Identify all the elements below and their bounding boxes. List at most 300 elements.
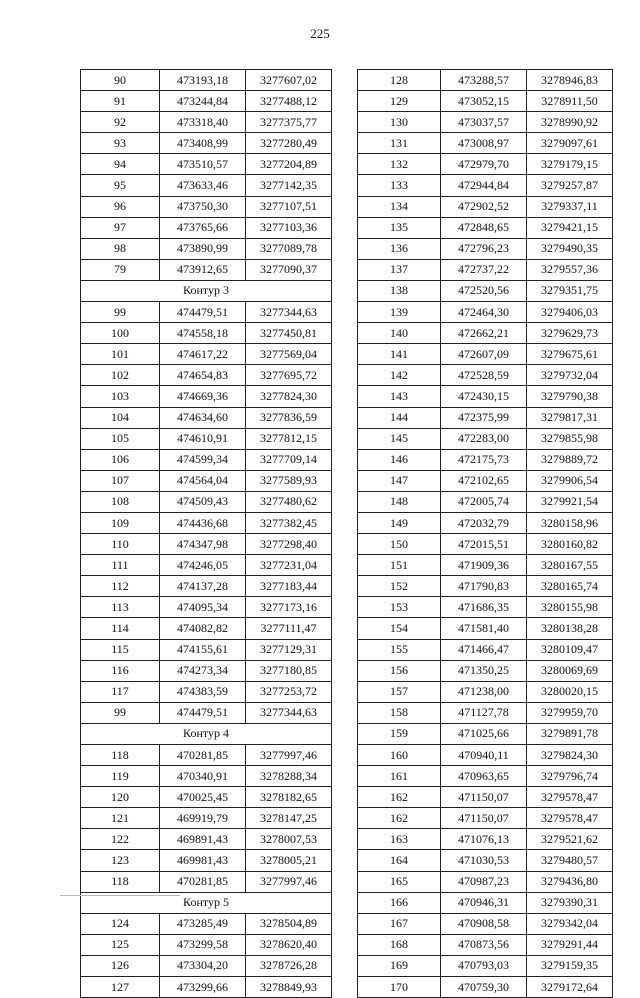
x-coordinate-cell: 474669,36: [160, 386, 246, 407]
x-coordinate-cell: 471150,07: [441, 787, 527, 808]
y-coordinate-cell: 3277107,51: [246, 196, 332, 217]
point-number-cell: 158: [358, 702, 441, 723]
point-number-cell: 110: [81, 534, 160, 555]
table-row: [358, 470, 613, 491]
y-coordinate-cell: 3279578,47: [527, 787, 613, 808]
table-row: [358, 259, 613, 280]
x-coordinate-cell: 470759,30: [441, 977, 527, 998]
table-row: [358, 280, 613, 301]
y-coordinate-cell: 3278946,83: [527, 70, 613, 91]
x-coordinate-cell: 474610,91: [160, 428, 246, 449]
x-coordinate-cell: 471150,07: [441, 808, 527, 829]
table-row: [358, 660, 613, 681]
point-number-cell: 90: [81, 70, 160, 91]
point-number-cell: 165: [358, 871, 441, 892]
point-number-cell: 99: [81, 702, 160, 723]
point-number-cell: 124: [81, 913, 160, 934]
table-row: [358, 639, 613, 660]
table-row: [81, 112, 332, 133]
table-row: [81, 597, 332, 618]
table-row: [81, 323, 332, 344]
x-coordinate-cell: 473193,18: [160, 70, 246, 91]
table-row: [81, 238, 332, 259]
table-row: [358, 449, 613, 470]
section-header-row: [81, 723, 332, 744]
y-coordinate-cell: 3278007,53: [246, 829, 332, 850]
table-row: [81, 745, 332, 766]
x-coordinate-cell: 474347,98: [160, 534, 246, 555]
table-row: [81, 639, 332, 660]
table-row: [81, 70, 332, 91]
x-coordinate-cell: 474634,60: [160, 407, 246, 428]
x-coordinate-cell: 473285,49: [160, 913, 246, 934]
table-row: [358, 597, 613, 618]
y-coordinate-cell: 3277173,16: [246, 597, 332, 618]
point-number-cell: 162: [358, 787, 441, 808]
point-number-cell: 138: [358, 280, 441, 301]
x-coordinate-cell: 469919,79: [160, 808, 246, 829]
table-row: [358, 91, 613, 112]
y-coordinate-cell: 3279390,31: [527, 892, 613, 913]
x-coordinate-cell: 472979,70: [441, 154, 527, 175]
point-number-cell: 112: [81, 576, 160, 597]
table-row: [358, 344, 613, 365]
point-number-cell: 128: [358, 70, 441, 91]
table-row: [81, 977, 332, 998]
table-row: [81, 133, 332, 154]
y-coordinate-cell: 3280160,82: [527, 534, 613, 555]
x-coordinate-cell: 472102,65: [441, 470, 527, 491]
point-number-cell: 100: [81, 323, 160, 344]
x-coordinate-cell: 472944,84: [441, 175, 527, 196]
x-coordinate-cell: 473318,40: [160, 112, 246, 133]
point-number-cell: 162: [358, 808, 441, 829]
table-row: [81, 850, 332, 871]
y-coordinate-cell: 3280069,69: [527, 660, 613, 681]
point-number-cell: 147: [358, 470, 441, 491]
y-coordinate-cell: 3279578,47: [527, 808, 613, 829]
x-coordinate-cell: 472175,73: [441, 449, 527, 470]
coordinates-table-right: [357, 69, 613, 998]
x-coordinate-cell: 470281,85: [160, 745, 246, 766]
x-coordinate-cell: 473750,30: [160, 196, 246, 217]
point-number-cell: 136: [358, 238, 441, 259]
point-number-cell: 168: [358, 934, 441, 955]
y-coordinate-cell: 3277180,85: [246, 660, 332, 681]
point-number-cell: 122: [81, 829, 160, 850]
x-coordinate-cell: 474273,34: [160, 660, 246, 681]
x-coordinate-cell: 473912,65: [160, 259, 246, 280]
x-coordinate-cell: 470963,65: [441, 766, 527, 787]
y-coordinate-cell: 3279337,11: [527, 196, 613, 217]
y-coordinate-cell: 3277607,02: [246, 70, 332, 91]
x-coordinate-cell: 473037,57: [441, 112, 527, 133]
table-row: [81, 512, 332, 533]
y-coordinate-cell: 3279521,62: [527, 829, 613, 850]
x-coordinate-cell: 471790,83: [441, 576, 527, 597]
point-number-cell: 121: [81, 808, 160, 829]
table-row: [81, 154, 332, 175]
table-row: [358, 787, 613, 808]
y-coordinate-cell: 3279629,73: [527, 323, 613, 344]
x-coordinate-cell: 472375,99: [441, 407, 527, 428]
y-coordinate-cell: 3277253,72: [246, 681, 332, 702]
table-row: [81, 702, 332, 723]
x-coordinate-cell: 472848,65: [441, 217, 527, 238]
point-number-cell: 154: [358, 618, 441, 639]
y-coordinate-cell: 3279172,64: [527, 977, 613, 998]
y-coordinate-cell: 3277824,30: [246, 386, 332, 407]
point-number-cell: 106: [81, 449, 160, 470]
table-row: [358, 555, 613, 576]
point-number-cell: 79: [81, 259, 160, 280]
table-row: [81, 787, 332, 808]
table-row: [358, 808, 613, 829]
point-number-cell: 107: [81, 470, 160, 491]
point-number-cell: 141: [358, 344, 441, 365]
y-coordinate-cell: 3277204,89: [246, 154, 332, 175]
point-number-cell: 152: [358, 576, 441, 597]
point-number-cell: 150: [358, 534, 441, 555]
x-coordinate-cell: 470946,31: [441, 892, 527, 913]
table-row: [358, 534, 613, 555]
table-row: [358, 913, 613, 934]
x-coordinate-cell: 470908,58: [441, 913, 527, 934]
x-coordinate-cell: 469891,43: [160, 829, 246, 850]
point-number-cell: 118: [81, 871, 160, 892]
x-coordinate-cell: 472737,22: [441, 259, 527, 280]
y-coordinate-cell: 3277183,44: [246, 576, 332, 597]
y-coordinate-cell: 3280165,74: [527, 576, 613, 597]
y-coordinate-cell: 3277111,47: [246, 618, 332, 639]
table-row: [358, 302, 613, 323]
x-coordinate-cell: 472430,15: [441, 386, 527, 407]
x-coordinate-cell: 472520,56: [441, 280, 527, 301]
x-coordinate-cell: 471466,47: [441, 639, 527, 660]
point-number-cell: 133: [358, 175, 441, 196]
point-number-cell: 108: [81, 491, 160, 512]
table-row: [358, 871, 613, 892]
y-coordinate-cell: 3278990,92: [527, 112, 613, 133]
table-row: [81, 618, 332, 639]
table-row: [358, 934, 613, 955]
point-number-cell: 113: [81, 597, 160, 618]
y-coordinate-cell: 3277103,36: [246, 217, 332, 238]
x-coordinate-cell: 473510,57: [160, 154, 246, 175]
y-coordinate-cell: 3277089,78: [246, 238, 332, 259]
point-number-cell: 119: [81, 766, 160, 787]
table-row: [81, 91, 332, 112]
point-number-cell: 123: [81, 850, 160, 871]
scan-artifact-line: [60, 895, 180, 896]
table-row: [358, 238, 613, 259]
table-row: [358, 702, 613, 723]
table-row: [358, 323, 613, 344]
y-coordinate-cell: 3277280,49: [246, 133, 332, 154]
x-coordinate-cell: 474599,34: [160, 449, 246, 470]
point-number-cell: 139: [358, 302, 441, 323]
point-number-cell: 129: [358, 91, 441, 112]
table-row: [358, 428, 613, 449]
table-row: [358, 892, 613, 913]
x-coordinate-cell: 473633,46: [160, 175, 246, 196]
point-number-cell: 170: [358, 977, 441, 998]
table-row: [358, 576, 613, 597]
point-number-cell: 135: [358, 217, 441, 238]
table-row: [81, 386, 332, 407]
x-coordinate-cell: 473288,57: [441, 70, 527, 91]
table-row: [81, 470, 332, 491]
y-coordinate-cell: 3278005,21: [246, 850, 332, 871]
table-row: [81, 302, 332, 323]
table-row: [358, 386, 613, 407]
y-coordinate-cell: 3279921,54: [527, 491, 613, 512]
table-row: [358, 681, 613, 702]
point-number-cell: 164: [358, 850, 441, 871]
x-coordinate-cell: 474383,59: [160, 681, 246, 702]
point-number-cell: 96: [81, 196, 160, 217]
y-coordinate-cell: 3279790,38: [527, 386, 613, 407]
point-number-cell: 101: [81, 344, 160, 365]
point-number-cell: 126: [81, 955, 160, 976]
table-row: [81, 955, 332, 976]
point-number-cell: 115: [81, 639, 160, 660]
y-coordinate-cell: 3277997,46: [246, 745, 332, 766]
point-number-cell: 163: [358, 829, 441, 850]
y-coordinate-cell: 3278504,89: [246, 913, 332, 934]
y-coordinate-cell: 3279855,98: [527, 428, 613, 449]
table-row: [81, 365, 332, 386]
point-number-cell: 120: [81, 787, 160, 808]
table-row: [81, 259, 332, 280]
y-coordinate-cell: 3279291,44: [527, 934, 613, 955]
y-coordinate-cell: 3277450,81: [246, 323, 332, 344]
point-number-cell: 157: [358, 681, 441, 702]
y-coordinate-cell: 3280020,15: [527, 681, 613, 702]
x-coordinate-cell: 474558,18: [160, 323, 246, 344]
point-number-cell: 131: [358, 133, 441, 154]
x-coordinate-cell: 473299,58: [160, 934, 246, 955]
table-row: [81, 576, 332, 597]
x-coordinate-cell: 473890,99: [160, 238, 246, 259]
y-coordinate-cell: 3280109,47: [527, 639, 613, 660]
y-coordinate-cell: 3277709,14: [246, 449, 332, 470]
y-coordinate-cell: 3277569,04: [246, 344, 332, 365]
x-coordinate-cell: 471350,25: [441, 660, 527, 681]
table-row: [81, 217, 332, 238]
x-coordinate-cell: 473765,66: [160, 217, 246, 238]
point-number-cell: 166: [358, 892, 441, 913]
table-row: [81, 175, 332, 196]
table-row: [81, 428, 332, 449]
table-row: [358, 365, 613, 386]
point-number-cell: 142: [358, 365, 441, 386]
point-number-cell: 145: [358, 428, 441, 449]
x-coordinate-cell: 471076,13: [441, 829, 527, 850]
table-row: [358, 133, 613, 154]
y-coordinate-cell: 3279421,15: [527, 217, 613, 238]
y-coordinate-cell: 3277142,35: [246, 175, 332, 196]
y-coordinate-cell: 3279179,15: [527, 154, 613, 175]
x-coordinate-cell: 471581,40: [441, 618, 527, 639]
table-row: [81, 913, 332, 934]
table-row: [81, 407, 332, 428]
x-coordinate-cell: 473304,20: [160, 955, 246, 976]
table-row: [358, 196, 613, 217]
point-number-cell: 143: [358, 386, 441, 407]
point-number-cell: 102: [81, 365, 160, 386]
table-row: [358, 745, 613, 766]
x-coordinate-cell: 470793,03: [441, 955, 527, 976]
x-coordinate-cell: 473008,97: [441, 133, 527, 154]
x-coordinate-cell: 472032,79: [441, 512, 527, 533]
point-number-cell: 114: [81, 618, 160, 639]
table-row: [81, 829, 332, 850]
point-number-cell: 149: [358, 512, 441, 533]
point-number-cell: 167: [358, 913, 441, 934]
x-coordinate-cell: 472464,30: [441, 302, 527, 323]
x-coordinate-cell: 471025,66: [441, 723, 527, 744]
point-number-cell: 146: [358, 449, 441, 470]
x-coordinate-cell: 474137,28: [160, 576, 246, 597]
point-number-cell: 159: [358, 723, 441, 744]
x-coordinate-cell: 471030,53: [441, 850, 527, 871]
x-coordinate-cell: 474617,22: [160, 344, 246, 365]
point-number-cell: 156: [358, 660, 441, 681]
x-coordinate-cell: 474479,51: [160, 702, 246, 723]
point-number-cell: 97: [81, 217, 160, 238]
x-coordinate-cell: 471686,35: [441, 597, 527, 618]
y-coordinate-cell: 3279342,04: [527, 913, 613, 934]
y-coordinate-cell: 3279891,78: [527, 723, 613, 744]
x-coordinate-cell: 474155,61: [160, 639, 246, 660]
y-coordinate-cell: 3278182,65: [246, 787, 332, 808]
y-coordinate-cell: 3279159,35: [527, 955, 613, 976]
point-number-cell: 116: [81, 660, 160, 681]
y-coordinate-cell: 3279817,31: [527, 407, 613, 428]
y-coordinate-cell: 3278620,40: [246, 934, 332, 955]
x-coordinate-cell: 469981,43: [160, 850, 246, 871]
y-coordinate-cell: 3277812,15: [246, 428, 332, 449]
table-row: [358, 217, 613, 238]
y-coordinate-cell: 3279257,87: [527, 175, 613, 196]
x-coordinate-cell: 474082,82: [160, 618, 246, 639]
y-coordinate-cell: 3280155,98: [527, 597, 613, 618]
point-number-cell: 109: [81, 512, 160, 533]
table-row: [81, 555, 332, 576]
point-number-cell: 117: [81, 681, 160, 702]
y-coordinate-cell: 3280167,55: [527, 555, 613, 576]
point-number-cell: 161: [358, 766, 441, 787]
y-coordinate-cell: 3277382,45: [246, 512, 332, 533]
x-coordinate-cell: 470940,11: [441, 745, 527, 766]
y-coordinate-cell: 3279557,36: [527, 259, 613, 280]
x-coordinate-cell: 471238,00: [441, 681, 527, 702]
y-coordinate-cell: 3277695,72: [246, 365, 332, 386]
x-coordinate-cell: 470987,23: [441, 871, 527, 892]
x-coordinate-cell: 474509,43: [160, 491, 246, 512]
table-row: [358, 723, 613, 744]
table-row: [358, 70, 613, 91]
point-number-cell: 98: [81, 238, 160, 259]
table-row: [358, 512, 613, 533]
x-coordinate-cell: 472607,09: [441, 344, 527, 365]
x-coordinate-cell: 474479,51: [160, 302, 246, 323]
point-number-cell: 125: [81, 934, 160, 955]
x-coordinate-cell: 474654,83: [160, 365, 246, 386]
y-coordinate-cell: 3277231,04: [246, 555, 332, 576]
y-coordinate-cell: 3279906,54: [527, 470, 613, 491]
table-row: [81, 681, 332, 702]
point-number-cell: 130: [358, 112, 441, 133]
x-coordinate-cell: 472796,23: [441, 238, 527, 259]
y-coordinate-cell: 3277129,31: [246, 639, 332, 660]
point-number-cell: 103: [81, 386, 160, 407]
point-number-cell: 118: [81, 745, 160, 766]
point-number-cell: 95: [81, 175, 160, 196]
table-row: [81, 660, 332, 681]
x-coordinate-cell: 472015,51: [441, 534, 527, 555]
x-coordinate-cell: 472528,59: [441, 365, 527, 386]
y-coordinate-cell: 3279796,74: [527, 766, 613, 787]
y-coordinate-cell: 3279675,61: [527, 344, 613, 365]
point-number-cell: 137: [358, 259, 441, 280]
table-row: [358, 407, 613, 428]
point-number-cell: 93: [81, 133, 160, 154]
y-coordinate-cell: 3278726,28: [246, 955, 332, 976]
section-header-row: [81, 280, 332, 301]
y-coordinate-cell: 3280138,28: [527, 618, 613, 639]
x-coordinate-cell: 474436,68: [160, 512, 246, 533]
point-number-cell: 132: [358, 154, 441, 175]
y-coordinate-cell: 3279959,70: [527, 702, 613, 723]
x-coordinate-cell: 472902,52: [441, 196, 527, 217]
table-row: [358, 112, 613, 133]
point-number-cell: 105: [81, 428, 160, 449]
x-coordinate-cell: 473244,84: [160, 91, 246, 112]
y-coordinate-cell: 3278849,93: [246, 977, 332, 998]
x-coordinate-cell: 470281,85: [160, 871, 246, 892]
y-coordinate-cell: 3279351,75: [527, 280, 613, 301]
point-number-cell: 148: [358, 491, 441, 512]
point-number-cell: 169: [358, 955, 441, 976]
coordinates-table-left: [80, 69, 332, 998]
point-number-cell: 134: [358, 196, 441, 217]
y-coordinate-cell: 3279480,57: [527, 850, 613, 871]
table-row: [81, 491, 332, 512]
y-coordinate-cell: 3279732,04: [527, 365, 613, 386]
point-number-cell: 111: [81, 555, 160, 576]
table-row: [81, 534, 332, 555]
x-coordinate-cell: 473052,15: [441, 91, 527, 112]
x-coordinate-cell: 474246,05: [160, 555, 246, 576]
table-row: [81, 808, 332, 829]
x-coordinate-cell: 472283,00: [441, 428, 527, 449]
point-number-cell: 155: [358, 639, 441, 660]
point-number-cell: 140: [358, 323, 441, 344]
point-number-cell: 160: [358, 745, 441, 766]
table-row: [358, 850, 613, 871]
contour-section-label: Контур 4: [81, 723, 332, 744]
x-coordinate-cell: 474564,04: [160, 470, 246, 491]
contour-section-label: Контур 5: [81, 892, 332, 913]
point-number-cell: 127: [81, 977, 160, 998]
point-number-cell: 151: [358, 555, 441, 576]
point-number-cell: 144: [358, 407, 441, 428]
x-coordinate-cell: 470873,56: [441, 934, 527, 955]
y-coordinate-cell: 3278911,50: [527, 91, 613, 112]
table-row: [358, 175, 613, 196]
